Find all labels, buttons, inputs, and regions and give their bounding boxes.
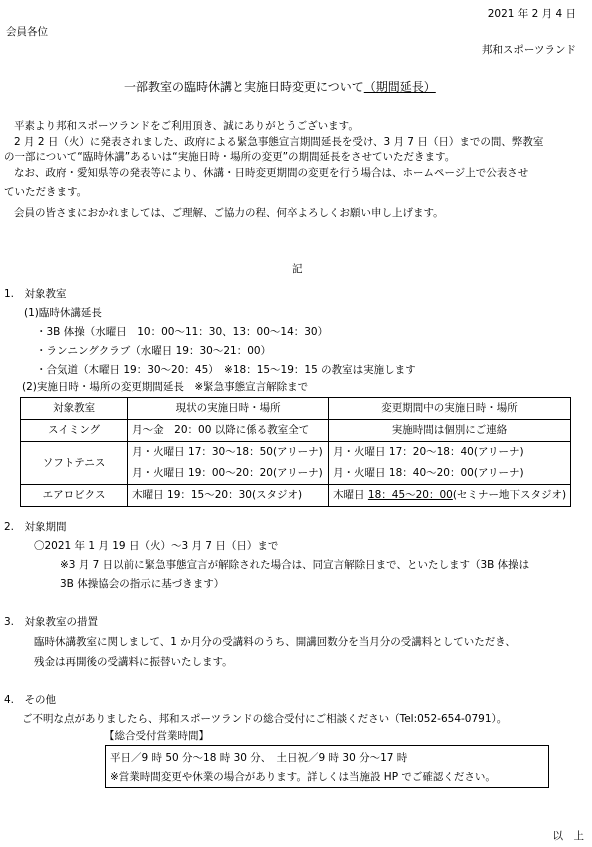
cancelled-class-3: ・合気道（木曜日 19：30～20：45） ※18：15～19：15 の教室は実施します (36, 364, 416, 376)
aerobics-changed (329, 485, 571, 507)
section-3-heading: 3. 対象教室の措置 (4, 616, 99, 628)
tennis-current-1: 月・火曜日 17：30～18：50(アリーナ) (128, 442, 329, 464)
document-title (124, 81, 436, 95)
table-header-class: 対象教室 (21, 398, 128, 420)
intro-line-1: 平素より邦和スポーツランドをご利用頂き、誠にありがとうございます。 (14, 120, 359, 132)
subsection-1-1: (1)臨時休講延長 (24, 307, 102, 319)
period-line: 〇2021 年 1 月 19 日（火）～3 月 7 日（日）まで (34, 540, 279, 552)
intro-line-3: の一部について“臨時休講”あるいは“実施日時・場所の変更”の期間延長をさせていただきます。 (4, 151, 456, 163)
document-date: 2021 年 2 月 4 日 (487, 8, 576, 20)
period-note-1: ※3 月 7 日以前に緊急事態宣言が解除された場合は、同宣言解除日まで、といたします（3B 体操は (60, 559, 530, 571)
table-row (21, 442, 571, 464)
aerobics-changed-time: 18：45～20：00 (367, 489, 453, 502)
intro-line-6: 会員の皆さまにおかれましては、ご理解、ご協力の程、何卒よろしくお願い申し上げます。 (14, 207, 444, 219)
swimming-current: 月～金 20：00 以降に係る教室全て (128, 420, 329, 442)
hours-note: ※営業時間変更や休業の場合があります。詳しくは当施設 HP でご確認ください。 (110, 771, 496, 783)
table-header-row (21, 398, 571, 420)
measures-line-1: 臨時休講教室に関しまして、1 か月分の受講料のうち、開講回数分を当月分の受講料としていただき、 (34, 636, 516, 648)
hours-title: 【総合受付営業時間】 (104, 730, 209, 742)
tennis-current-2: 月・火曜日 19：00～20：20(アリーナ) (128, 463, 329, 485)
contact-line: ご不明な点がありましたら、邦和スポーツランドの総合受付にご相談ください（Tel:052-654-0791）。 (22, 713, 508, 725)
closing: 以 上 (552, 830, 584, 842)
ki-heading: 記 (292, 263, 303, 275)
section-4-heading: 4. その他 (4, 694, 57, 706)
class-aerobics: エアロビクス (21, 485, 128, 507)
table-row (21, 420, 571, 442)
hours-text: 平日／9 時 50 分～18 時 30 分、 土日祝／9 時 30 分～17 時 (110, 752, 408, 764)
intro-line-4: なお、政府・愛知県等の発表等により、休講・日時変更期間の変更を行う場合は、ホームページ上で公表させ (14, 167, 529, 179)
hours-box (105, 745, 549, 788)
schedule-change-table (20, 397, 571, 507)
aerobics-changed-place: (セミナー地下スタジオ) (452, 489, 567, 502)
swimming-changed: 実施時間は個別にご連絡 (329, 420, 571, 442)
tennis-changed-2: 月・火曜日 18：40～20：00(アリーナ) (329, 463, 571, 485)
table-header-current: 現状の実施日時・場所 (128, 398, 329, 420)
subsection-1-2: (2)実施日時・場所の変更期間延長 ※緊急事態宣言解除まで (22, 381, 309, 393)
period-note-2: 3B 体操協会の指示に基づきます） (60, 578, 225, 590)
class-swimming: スイミング (21, 420, 128, 442)
intro-line-5: ていただきます。 (4, 186, 88, 198)
tennis-changed-1: 月・火曜日 17：20～18：40(アリーナ) (329, 442, 571, 464)
aerobics-current: 木曜日 19：15～20：30(スタジオ) (128, 485, 329, 507)
cancelled-class-1: ・3B 体操（水曜日 10：00～11：30、13：00～14：30） (36, 326, 329, 338)
title-main: 一部教室の臨時休講と実施日時変更について (124, 80, 364, 94)
recipient: 会員各位 (6, 26, 48, 38)
section-2-heading: 2. 対象期間 (4, 521, 67, 533)
measures-line-2: 残金は再開後の受講料に振替いたします。 (34, 656, 233, 668)
cancelled-class-2: ・ランニングクラブ（水曜日 19：30～21：00） (36, 345, 272, 357)
intro-line-2: 2 月 2 日（火）に発表されました、政府による緊急事態宣言期間延長を受け、3 月 7 日（日）までの間、弊教室 (14, 136, 544, 148)
class-soft-tennis: ソフトテニス (21, 442, 128, 485)
title-suffix: （期間延長） (363, 80, 436, 94)
sender: 邦和スポーツランド (481, 44, 576, 56)
section-1-heading: 1. 対象教室 (4, 288, 67, 300)
aerobics-changed-day: 木曜日 (333, 489, 368, 502)
table-header-changed: 変更期間中の実施日時・場所 (329, 398, 571, 420)
table-row (21, 485, 571, 507)
